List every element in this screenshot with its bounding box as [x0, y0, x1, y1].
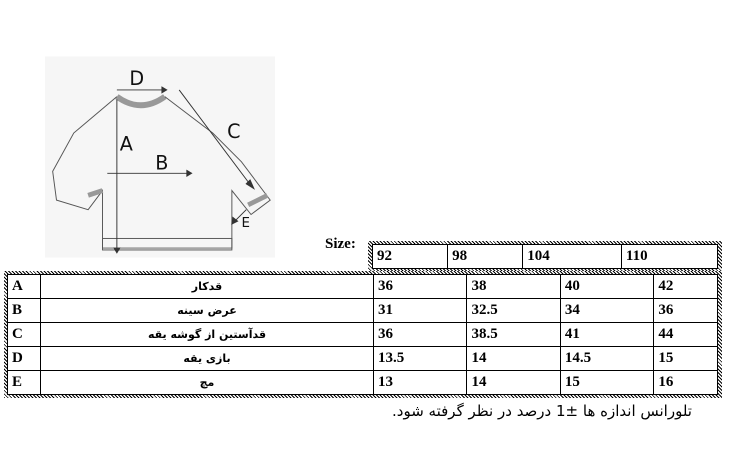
- measurement-value: 34: [560, 299, 653, 323]
- measurement-value: 14: [467, 347, 560, 371]
- label-a: A: [119, 132, 133, 156]
- measurement-code: B: [8, 299, 41, 323]
- measurement-value: 13.5: [374, 347, 467, 371]
- label-e: E: [241, 215, 250, 231]
- measurement-value: 14.5: [560, 347, 653, 371]
- measurement-value: 36: [374, 323, 467, 347]
- table-row: [8, 323, 718, 347]
- measurement-name: قدآستین از گوشه یقه: [41, 323, 374, 347]
- measurement-value: 16: [654, 371, 718, 395]
- size-label: Size:: [325, 236, 356, 252]
- measurement-code: E: [8, 371, 41, 395]
- table-row: [8, 371, 718, 395]
- size-104: 104: [523, 245, 622, 269]
- sweater-measurement-diagram: [45, 52, 275, 262]
- measurement-name: قدکار: [41, 275, 374, 299]
- measurement-value: 44: [654, 323, 718, 347]
- measurement-value: 40: [560, 275, 653, 299]
- size-110: 110: [621, 245, 717, 269]
- measurement-value: 38.5: [467, 323, 560, 347]
- measurement-name: عرض سینه: [41, 299, 374, 323]
- measurement-value: 32.5: [467, 299, 560, 323]
- measurement-value: 38: [467, 275, 560, 299]
- measurement-name: بازی یقه: [41, 347, 374, 371]
- measurement-code: C: [8, 323, 41, 347]
- measurement-code: D: [8, 347, 41, 371]
- table-row: [8, 275, 718, 299]
- measurement-value: 14: [467, 371, 560, 395]
- tolerance-note: تلورانس اندازه ها ±1 درصد در نظر گرفته شود.: [392, 402, 692, 420]
- label-c: C: [227, 119, 241, 143]
- table-row: [8, 347, 718, 371]
- measurement-value: 15: [560, 371, 653, 395]
- measurement-value: 15: [654, 347, 718, 371]
- measurement-value: 36: [654, 299, 718, 323]
- measurement-value: 13: [374, 371, 467, 395]
- size-table: [4, 271, 722, 398]
- size-header-table: [368, 241, 722, 272]
- size-92: 92: [373, 245, 448, 269]
- size-98: 98: [448, 245, 523, 269]
- label-b: B: [155, 151, 169, 175]
- measurement-value: 36: [374, 275, 467, 299]
- measurement-code: A: [8, 275, 41, 299]
- measurement-name: مچ: [41, 371, 374, 395]
- measurement-value: 41: [560, 323, 653, 347]
- table-row: [8, 299, 718, 323]
- measurement-value: 31: [374, 299, 467, 323]
- measurement-value: 42: [654, 275, 718, 299]
- label-d: D: [129, 67, 145, 91]
